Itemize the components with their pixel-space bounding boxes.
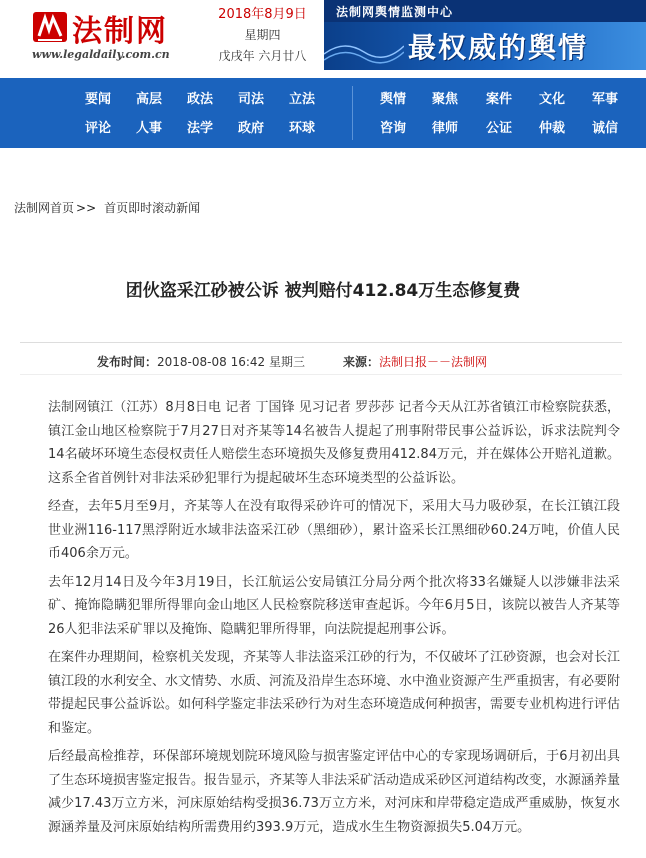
logo-text: 法制网 [72,14,168,49]
site-header [0,0,646,78]
nav-item-faxue[interactable]: 法学 [187,121,214,136]
meta-divider [20,374,622,375]
article-title: 团伙盗采江砂被公诉 被判赔付412.84万生态修复费 [125,281,521,301]
article-paragraph: 后经最高检推荐，环保部环境规划院环境风险与损害鉴定评估中心的专家现场调研后，于6月初出具了生态环境损害鉴定报告。报告显示，齐某等人非法采矿活动造成采砂区河道结构改变，水源涵养量减少17.43万立方米，河床原始结构受损36.73万立方米，对河床和岸带稳定造成严重威胁，恢复水源涵养量及河床原始结构所需费用约393.9万元，造成水生生物资源损失5.04万元。 [48,749,621,835]
article-body [48,396,620,844]
article-paragraph: 法制网镇江（江苏）8月8日电 记者 丁国锋 见习记者 罗莎莎 记者今天从江苏省镇江市检察院获悉，镇江金山地区检察院于7月27日对齐某等14名被告人提起了刑事附带民事公益诉讼，诉求法院判令14名破坏环境生态侵权责任人赔偿生态环境损失及修复费用412.84万元，并在媒体公开赔礼道歉。这系全省首例针对非法采砂犯罪行为提起破坏生态环境类型的公益诉讼。 [48,400,620,486]
source-link[interactable]: 法制日报－－法制网 [378,355,487,369]
nav-item-yuqing[interactable]: 舆情 [380,92,407,107]
nav-item-pinglun[interactable]: 评论 [85,121,112,136]
breadcrumb-current-link[interactable]: 首页即时滚动新闻 [104,201,201,215]
main-nav [0,78,646,148]
weekday-text: 星期四 [244,28,281,42]
nav-item-zixun[interactable]: 咨询 [380,121,407,136]
banner-big-text: 最权威的舆情 [408,31,589,64]
logo-mark-icon [32,8,68,44]
site-logo[interactable] [32,6,172,66]
article-meta [97,353,487,370]
breadcrumb-separator: >> [76,201,97,215]
nav-item-jujiao[interactable]: 聚焦 [432,92,459,107]
article-paragraph: 在案件办理期间，检察机关发现，齐某等人非法盗采江砂的行为，不仅破坏了江砂资源，也会对长江镇江段的水利安全、水文情势、水质、河流及沿岸生态环境、水中渔业资源产生严重损害，有必要附带提起民事公益诉讼。如何科学鉴定非法采砂行为对生态环境造成何种损害，需要专业机构进行评估和鉴定。 [48,650,621,736]
source-label: 来源： [342,355,379,369]
publish-time-label: 发布时间： [97,355,158,369]
nav-item-gongzheng[interactable]: 公证 [486,121,513,136]
date-box [205,4,320,67]
breadcrumb-home-link[interactable]: 法制网首页 [14,201,75,215]
nav-item-huanqiu[interactable]: 环球 [289,121,316,136]
nav-item-lvshi[interactable]: 律师 [432,121,459,136]
nav-item-yaowen[interactable]: 要闻 [85,92,112,107]
nav-item-zhengfa[interactable]: 政法 [187,92,214,107]
nav-item-wenhua[interactable]: 文化 [539,92,566,107]
date-text: 2018年8月9日 [218,7,307,22]
nav-item-renshi[interactable]: 人事 [136,121,163,136]
nav-divider [352,86,353,140]
nav-item-sifa[interactable]: 司法 [238,92,265,107]
lunar-date-text: 戊戌年 六月廿八 [218,49,307,63]
breadcrumb [14,199,200,216]
article-paragraph: 经查，去年5月至9月，齐某等人在没有取得采砂许可的情况下，采用大马力吸砂泵，在长江镇江段世业洲116-117黑浮附近水域非法盗采江砂（黑细砂），累计盗采长江黑细砂60.24万吨，价值人民币406余万元。 [48,499,620,561]
nav-item-zhongcai[interactable]: 仲裁 [539,121,566,136]
logo-url: www.legaldaily.com.cn [32,48,170,61]
nav-item-lifa[interactable]: 立法 [289,92,316,107]
publish-time: 2018-08-08 16:42 星期三 [157,355,305,369]
opinion-center-banner[interactable] [324,0,646,70]
nav-item-anjian[interactable]: 案件 [486,92,513,107]
nav-item-zhengfu[interactable]: 政府 [238,121,265,136]
nav-item-chengxin[interactable]: 诚信 [592,121,619,136]
banner-wave-icon [324,34,404,64]
nav-item-junshi[interactable]: 军事 [592,92,619,107]
title-divider [20,342,622,343]
article-paragraph: 去年12月14日及今年3月19日，长江航运公安局镇江分局分两个批次将33名嫌疑人以涉嫌非法采矿、掩饰隐瞒犯罪所得罪向金山地区人民检察院移送审查起诉。今年6月5日，该院以被告人齐某等26人犯非法采矿罪以及掩饰、隐瞒犯罪所得罪，向法院提起刑事公诉。 [48,574,620,637]
nav-item-gaoceng[interactable]: 高层 [136,92,163,107]
banner-small-text: 法制网舆情监测中心 [336,5,454,19]
